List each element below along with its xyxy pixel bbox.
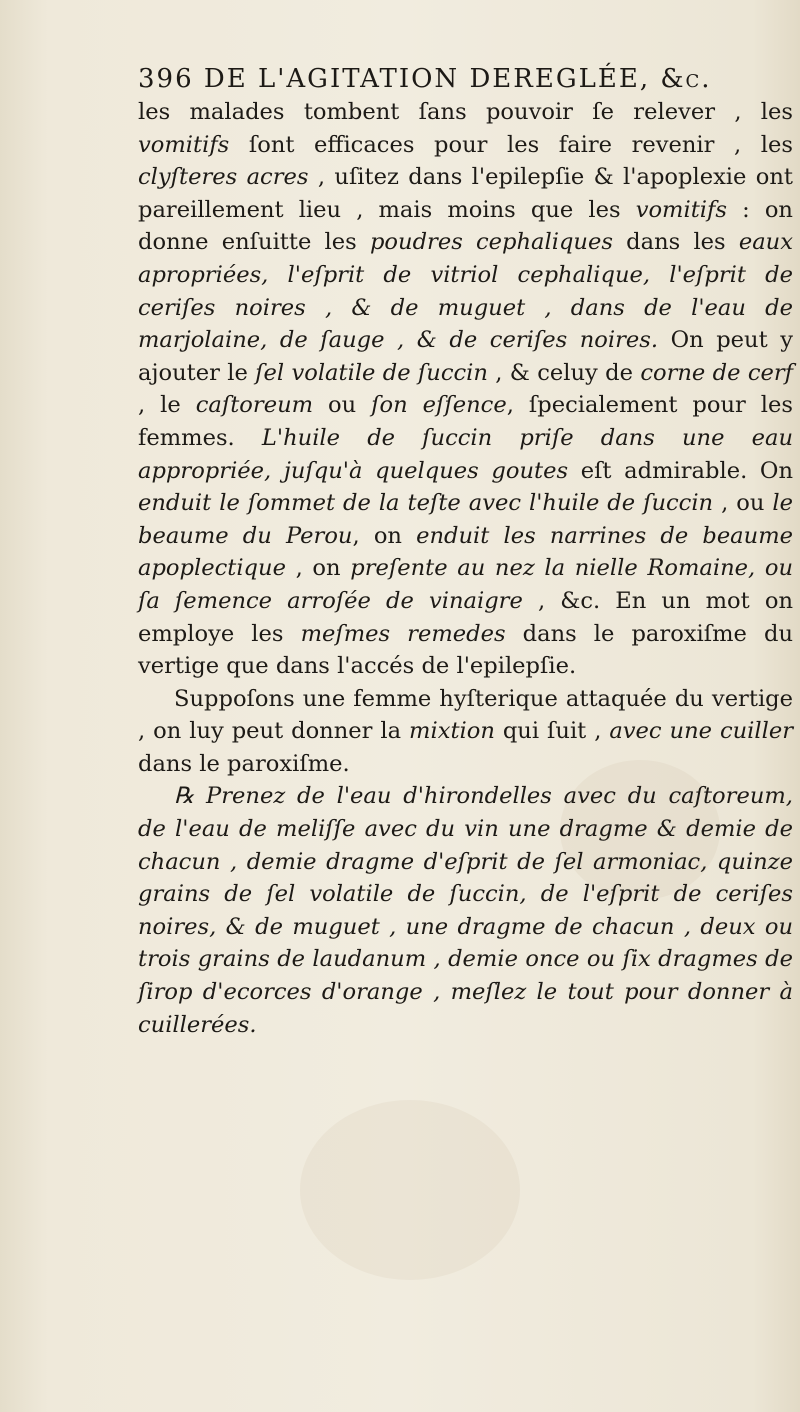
text-run: , uſitez dans l'epilepſie & l'apoplexie ont pareillement lieu , mais moins que les bbox=[138, 164, 794, 223]
italic-run: caſtoreum bbox=[195, 392, 314, 419]
page-number: 396 bbox=[138, 64, 194, 94]
italic-run: enduit le ſommet de la teſte avec l'huile de ſuccin bbox=[138, 490, 714, 517]
italic-run: vomitifs bbox=[635, 196, 727, 223]
paragraph-2 bbox=[138, 683, 793, 781]
italic-run: meſmes remedes bbox=[300, 620, 506, 647]
text-run: , on bbox=[285, 555, 351, 582]
italic-run: le beaume du Perou bbox=[138, 490, 793, 549]
text-run: dans le paroxiſme. bbox=[138, 750, 350, 777]
text-run: dans les bbox=[612, 229, 739, 256]
text-run: , & celuy de bbox=[487, 359, 641, 386]
text-run: dans le paroxiſme du vertige que dans l'accés de l'epilepſie. bbox=[138, 620, 794, 680]
paragraph-3 bbox=[138, 780, 793, 1041]
italic-run: mixtion bbox=[409, 718, 495, 745]
page-content bbox=[138, 62, 793, 1041]
text-run: , ſpecialement pour les femmes. bbox=[138, 392, 793, 451]
italic-run: avec une cuiller bbox=[609, 718, 794, 745]
italic-run: L'huile de ſuccin priſe dans une eau appropriée, juſqu'à quelques goutes bbox=[138, 424, 793, 484]
text-run: : on donne enſuitte les bbox=[138, 196, 793, 256]
text-run: qui ſuit , bbox=[494, 718, 610, 745]
italic-run: ℞ Prenez de l'eau d'hirondelles avec du caſtoreum, de l'eau de meliſſe avec du vin une dragme & demie de chacun , demie dragme d'eſprit de ſel armoniac, quinze grains de ſel volatile de ſuccin, de l'eſprit de ceriſes noires, & de muguet , une dragme de chacun , deux ou trois grains de laudanum , demie once ou ſix dragmes de ſirop d'ecorces d'orange , meſlez le tout pour donner à cuillerées. bbox=[138, 783, 793, 1038]
italic-run: ſel volatile de ſuccin bbox=[255, 359, 488, 386]
text-run: On peut y ajouter le bbox=[138, 327, 793, 386]
italic-run: enduit les narrines de beaume apoplectique bbox=[138, 522, 794, 582]
text-run: , ou bbox=[713, 490, 773, 517]
text-run: , &c. En un mot on employe les bbox=[138, 587, 793, 647]
italic-run: vomitifs bbox=[138, 131, 230, 158]
text-run: ou bbox=[313, 392, 372, 419]
text-run: , le bbox=[138, 392, 196, 419]
italic-run: ſon eſſence bbox=[371, 392, 507, 419]
italic-run: corne de cerf bbox=[640, 359, 794, 386]
text-run: les malades tombent ſans pouvoir ſe relever , les bbox=[138, 99, 793, 125]
paper-stain bbox=[300, 1100, 520, 1280]
text-run: ſont efficaces pour les faire revenir , les bbox=[229, 131, 793, 158]
running-header bbox=[138, 62, 793, 96]
running-title: DE L'AGITATION DEREGLÉE, &c. bbox=[203, 64, 712, 94]
italic-run: clyſteres acres bbox=[138, 164, 309, 191]
text-run: Suppoſons une femme hyſterique attaquée du vertige , on luy peut donner la bbox=[138, 685, 793, 745]
text-run: , on bbox=[352, 522, 417, 549]
paragraph-1 bbox=[138, 96, 793, 683]
italic-run: preſente au nez la nielle Romaine, ou ſa ſemence arroſée de vinaigre bbox=[138, 555, 793, 614]
text-run: eſt admirable. On bbox=[568, 457, 793, 484]
italic-run: poudres cephaliques bbox=[369, 229, 613, 256]
italic-run: eaux apropriées, l'eſprit de vitriol cephalique, l'eſprit de ceriſes noires , & de muguet , dans de l'eau de marjolaine, de ſauge , & de ceriſes noires. bbox=[138, 229, 793, 354]
